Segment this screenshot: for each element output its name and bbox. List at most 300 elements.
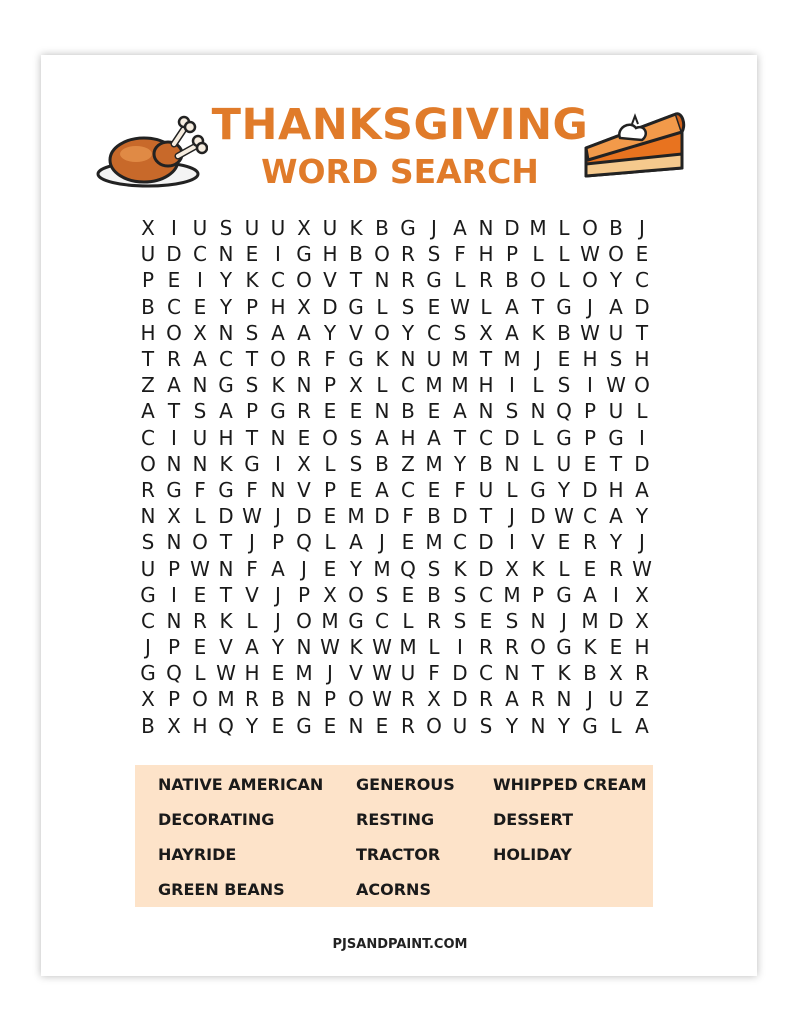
grid-letter: J: [431, 216, 437, 241]
word-item: RESTING: [356, 810, 435, 829]
grid-row: [135, 634, 655, 660]
grid-letter: O: [582, 268, 598, 293]
grid-letter: D: [478, 530, 494, 555]
grid-letter: W: [580, 242, 600, 267]
grid-letter: X: [349, 373, 363, 398]
grid-letter: N: [218, 320, 234, 345]
grid-letter: Q: [218, 713, 234, 738]
grid-letter: Y: [219, 294, 233, 319]
grid-letter: M: [347, 504, 365, 529]
grid-row: [135, 451, 655, 477]
grid-letter: J: [275, 582, 281, 607]
grid-letter: M: [399, 635, 417, 660]
grid-letter: U: [270, 216, 286, 241]
grid-letter: E: [323, 399, 337, 424]
grid-letter: N: [192, 451, 208, 476]
grid-letter: U: [192, 425, 208, 450]
grid-letter: P: [323, 687, 337, 712]
grid-letter: E: [557, 530, 571, 555]
grid-letter: Z: [141, 373, 155, 398]
grid-letter: E: [167, 268, 181, 293]
grid-letter: N: [530, 713, 546, 738]
grid-letter: A: [349, 530, 363, 555]
grid-letter: A: [609, 294, 623, 319]
grid-letter: C: [583, 504, 597, 529]
grid-letter: U: [452, 713, 468, 738]
grid-letter: L: [558, 268, 570, 293]
grid-letter: A: [635, 477, 649, 502]
grid-letter: K: [219, 608, 233, 633]
grid-letter: O: [530, 268, 546, 293]
grid-letter: E: [427, 399, 441, 424]
grid-letter: R: [427, 608, 441, 633]
grid-letter: K: [219, 451, 233, 476]
grid-letter: G: [400, 216, 416, 241]
grid-letter: N: [348, 713, 364, 738]
grid-letter: H: [400, 425, 416, 450]
grid-letter: T: [219, 530, 233, 555]
grid-letter: A: [141, 399, 155, 424]
grid-letter: M: [581, 608, 599, 633]
grid-letter: P: [583, 399, 597, 424]
grid-letter: N: [530, 608, 546, 633]
grid-row: [135, 346, 655, 372]
word-item: GENEROUS: [356, 775, 455, 794]
grid-letter: W: [606, 373, 626, 398]
grid-letter: F: [246, 556, 258, 581]
grid-letter: Y: [609, 530, 623, 555]
grid-letter: K: [531, 320, 545, 345]
grid-letter: G: [244, 451, 260, 476]
grid-letter: H: [582, 347, 598, 372]
grid-letter: A: [271, 556, 285, 581]
grid-letter: S: [557, 373, 571, 398]
grid-letter: J: [145, 635, 151, 660]
grid-letter: D: [608, 608, 624, 633]
grid-letter: M: [425, 451, 443, 476]
grid-letter: U: [608, 320, 624, 345]
grid-letter: E: [323, 556, 337, 581]
grid-letter: H: [270, 294, 286, 319]
grid-letter: J: [587, 294, 593, 319]
grid-letter: V: [297, 477, 311, 502]
grid-letter: O: [192, 530, 208, 555]
grid-letter: H: [478, 242, 494, 267]
grid-letter: S: [141, 530, 155, 555]
grid-letter: X: [635, 582, 649, 607]
grid-letter: R: [479, 268, 493, 293]
grid-letter: L: [194, 661, 206, 686]
grid-letter: R: [245, 687, 259, 712]
grid-letter: P: [245, 294, 259, 319]
grid-letter: C: [401, 373, 415, 398]
grid-letter: D: [504, 216, 520, 241]
grid-letter: Q: [166, 661, 182, 686]
grid-letter: D: [374, 504, 390, 529]
grid-letter: N: [218, 556, 234, 581]
grid-letter: N: [504, 661, 520, 686]
grid-letter: J: [275, 608, 281, 633]
grid-letter: G: [530, 477, 546, 502]
grid-letter: N: [530, 399, 546, 424]
grid-letter: C: [375, 608, 389, 633]
grid-letter: A: [505, 687, 519, 712]
grid-letter: N: [166, 530, 182, 555]
grid-letter: B: [427, 504, 441, 529]
grid-letter: P: [323, 373, 337, 398]
grid-letter: A: [167, 373, 181, 398]
grid-letter: X: [505, 556, 519, 581]
grid-letter: G: [296, 242, 312, 267]
grid-letter: N: [478, 399, 494, 424]
grid-letter: A: [453, 216, 467, 241]
grid-letter: L: [532, 242, 544, 267]
grid-letter: U: [426, 347, 442, 372]
grid-letter: M: [373, 556, 391, 581]
grid-letter: M: [503, 347, 521, 372]
grid-letter: D: [218, 504, 234, 529]
grid-letter: B: [583, 661, 597, 686]
grid-letter: A: [375, 425, 389, 450]
grid-letter: G: [166, 477, 182, 502]
grid-letter: L: [480, 294, 492, 319]
grid-letter: W: [372, 687, 392, 712]
grid-letter: N: [478, 216, 494, 241]
grid-letter: S: [453, 320, 467, 345]
grid-letter: G: [556, 425, 572, 450]
grid-letter: W: [450, 294, 470, 319]
grid-letter: G: [218, 373, 234, 398]
grid-letter: E: [583, 451, 597, 476]
grid-letter: G: [218, 477, 234, 502]
grid-letter: T: [219, 582, 233, 607]
grid-letter: G: [348, 294, 364, 319]
grid-letter: V: [219, 635, 233, 660]
grid-letter: O: [296, 608, 312, 633]
letter-grid: [135, 215, 655, 739]
grid-letter: R: [193, 608, 207, 633]
grid-letter: X: [297, 216, 311, 241]
grid-letter: N: [270, 477, 286, 502]
grid-letter: S: [505, 399, 519, 424]
grid-letter: R: [401, 713, 415, 738]
grid-letter: J: [639, 216, 645, 241]
grid-letter: B: [349, 242, 363, 267]
grid-letter: T: [141, 347, 155, 372]
grid-letter: L: [246, 608, 258, 633]
grid-letter: Q: [296, 530, 312, 555]
grid-letter: I: [639, 425, 645, 450]
grid-letter: D: [296, 504, 312, 529]
grid-letter: L: [376, 294, 388, 319]
grid-letter: A: [427, 425, 441, 450]
grid-letter: D: [478, 556, 494, 581]
grid-letter: P: [245, 399, 259, 424]
grid-letter: L: [532, 373, 544, 398]
grid-letter: E: [401, 530, 415, 555]
grid-letter: E: [401, 582, 415, 607]
grid-letter: S: [453, 608, 467, 633]
grid-row: [135, 555, 655, 581]
grid-letter: S: [505, 608, 519, 633]
grid-letter: S: [427, 556, 441, 581]
grid-letter: P: [505, 242, 519, 267]
grid-letter: V: [531, 530, 545, 555]
grid-letter: W: [372, 661, 392, 686]
grid-letter: Q: [556, 399, 572, 424]
grid-letter: A: [245, 635, 259, 660]
grid-letter: Y: [271, 635, 285, 660]
grid-letter: W: [320, 635, 340, 660]
word-item: DECORATING: [158, 810, 275, 829]
grid-letter: K: [245, 268, 259, 293]
grid-letter: N: [166, 608, 182, 633]
grid-row: [135, 241, 655, 267]
word-list-box: [135, 765, 653, 907]
grid-letter: J: [561, 608, 567, 633]
grid-letter: P: [531, 582, 545, 607]
grid-letter: C: [219, 347, 233, 372]
word-item: TRACTOR: [356, 845, 441, 864]
grid-letter: E: [323, 504, 337, 529]
grid-letter: H: [608, 477, 624, 502]
grid-letter: R: [609, 556, 623, 581]
grid-row: [135, 267, 655, 293]
grid-letter: L: [636, 399, 648, 424]
grid-letter: O: [140, 451, 156, 476]
grid-letter: L: [506, 477, 518, 502]
grid-letter: I: [613, 582, 619, 607]
word-item: DESSERT: [493, 810, 573, 829]
grid-letter: C: [479, 582, 493, 607]
grid-letter: R: [401, 242, 415, 267]
grid-letter: E: [583, 556, 597, 581]
grid-letter: R: [141, 477, 155, 502]
grid-letter: S: [375, 582, 389, 607]
grid-letter: G: [608, 425, 624, 450]
grid-letter: T: [479, 347, 493, 372]
grid-letter: S: [349, 425, 363, 450]
grid-letter: E: [375, 713, 389, 738]
grid-letter: W: [580, 320, 600, 345]
grid-letter: K: [271, 373, 285, 398]
grid-letter: O: [322, 425, 338, 450]
grid-letter: J: [301, 556, 307, 581]
grid-letter: E: [427, 294, 441, 319]
grid-letter: F: [324, 347, 336, 372]
grid-letter: G: [426, 268, 442, 293]
grid-letter: O: [192, 687, 208, 712]
grid-letter: R: [505, 635, 519, 660]
grid-letter: J: [275, 504, 281, 529]
grid-letter: S: [401, 294, 415, 319]
grid-letter: L: [324, 530, 336, 555]
grid-letter: M: [295, 661, 313, 686]
grid-letter: D: [322, 294, 338, 319]
grid-letter: N: [374, 268, 390, 293]
grid-letter: M: [425, 373, 443, 398]
grid-letter: A: [271, 320, 285, 345]
grid-letter: R: [479, 635, 493, 660]
grid-letter: Y: [609, 268, 623, 293]
grid-letter: V: [245, 582, 259, 607]
grid-letter: C: [479, 425, 493, 450]
grid-letter: S: [453, 582, 467, 607]
grid-letter: N: [504, 451, 520, 476]
grid-letter: Y: [557, 713, 571, 738]
grid-letter: Z: [635, 687, 649, 712]
grid-letter: Y: [349, 556, 363, 581]
grid-letter: J: [587, 687, 593, 712]
grid-letter: L: [532, 425, 544, 450]
grid-letter: L: [376, 373, 388, 398]
grid-letter: C: [479, 661, 493, 686]
grid-letter: Z: [401, 451, 415, 476]
grid-letter: O: [374, 242, 390, 267]
grid-letter: O: [166, 320, 182, 345]
grid-letter: N: [400, 347, 416, 372]
grid-letter: N: [374, 399, 390, 424]
grid-letter: B: [375, 451, 389, 476]
grid-letter: N: [296, 635, 312, 660]
grid-letter: Y: [401, 320, 415, 345]
grid-letter: F: [454, 477, 466, 502]
grid-letter: P: [323, 477, 337, 502]
grid-letter: T: [479, 504, 493, 529]
grid-letter: G: [582, 713, 598, 738]
grid-letter: H: [218, 425, 234, 450]
grid-row: [135, 372, 655, 398]
grid-letter: O: [348, 687, 364, 712]
grid-row: [135, 529, 655, 555]
grid-letter: G: [270, 399, 286, 424]
grid-letter: C: [453, 530, 467, 555]
grid-letter: O: [608, 242, 624, 267]
grid-letter: S: [479, 713, 493, 738]
grid-letter: G: [556, 294, 572, 319]
grid-letter: T: [531, 661, 545, 686]
grid-letter: H: [634, 347, 650, 372]
grid-letter: L: [402, 608, 414, 633]
grid-letter: K: [531, 556, 545, 581]
grid-letter: M: [503, 582, 521, 607]
grid-letter: K: [583, 635, 597, 660]
grid-letter: A: [193, 347, 207, 372]
grid-letter: T: [349, 268, 363, 293]
grid-letter: S: [219, 216, 233, 241]
grid-letter: H: [192, 713, 208, 738]
grid-row: [135, 660, 655, 686]
grid-letter: K: [557, 661, 571, 686]
grid-letter: P: [167, 687, 181, 712]
grid-letter: G: [556, 582, 572, 607]
title-thanksgiving: THANKSGIVING: [211, 100, 589, 150]
grid-letter: U: [400, 661, 416, 686]
grid-letter: E: [245, 242, 259, 267]
grid-letter: C: [635, 268, 649, 293]
grid-letter: A: [609, 504, 623, 529]
grid-letter: L: [610, 713, 622, 738]
grid-letter: U: [140, 556, 156, 581]
grid-letter: V: [323, 268, 337, 293]
grid-letter: N: [556, 687, 572, 712]
grid-letter: B: [141, 713, 155, 738]
grid-letter: H: [322, 242, 338, 267]
grid-letter: F: [246, 477, 258, 502]
grid-letter: F: [194, 477, 206, 502]
grid-letter: R: [297, 347, 311, 372]
grid-letter: D: [504, 425, 520, 450]
grid-letter: B: [427, 582, 441, 607]
word-item: HOLIDAY: [493, 845, 572, 864]
grid-letter: U: [556, 451, 572, 476]
word-item: GREEN BEANS: [158, 880, 285, 899]
grid-letter: J: [327, 661, 333, 686]
grid-row: [135, 320, 655, 346]
grid-letter: C: [401, 477, 415, 502]
grid-letter: R: [635, 661, 649, 686]
grid-letter: M: [425, 530, 443, 555]
grid-letter: E: [193, 635, 207, 660]
grid-letter: A: [375, 477, 389, 502]
grid-letter: E: [297, 425, 311, 450]
grid-letter: R: [401, 687, 415, 712]
grid-letter: U: [192, 216, 208, 241]
footer-site: PJSANDPAINT.COM: [332, 937, 468, 952]
grid-letter: X: [141, 687, 155, 712]
grid-letter: U: [322, 216, 338, 241]
grid-letter: Y: [323, 320, 337, 345]
grid-letter: E: [479, 608, 493, 633]
grid-letter: J: [509, 504, 515, 529]
grid-letter: I: [171, 216, 177, 241]
grid-row: [135, 215, 655, 241]
grid-letter: L: [558, 242, 570, 267]
grid-letter: D: [634, 451, 650, 476]
grid-letter: F: [402, 504, 414, 529]
grid-letter: I: [587, 373, 593, 398]
grid-letter: R: [401, 268, 415, 293]
title-word-search: WORD SEARCH: [261, 152, 539, 191]
grid-letter: U: [478, 477, 494, 502]
grid-letter: T: [531, 294, 545, 319]
grid-letter: E: [193, 294, 207, 319]
grid-letter: S: [193, 399, 207, 424]
grid-letter: E: [271, 713, 285, 738]
grid-letter: X: [297, 451, 311, 476]
grid-letter: U: [608, 687, 624, 712]
grid-letter: W: [554, 504, 574, 529]
grid-letter: C: [141, 608, 155, 633]
grid-letter: H: [478, 373, 494, 398]
grid-letter: U: [140, 242, 156, 267]
word-item: NATIVE AMERICAN: [158, 775, 324, 794]
grid-letter: O: [296, 268, 312, 293]
grid-letter: Y: [245, 713, 259, 738]
grid-letter: G: [348, 608, 364, 633]
grid-letter: T: [245, 347, 259, 372]
grid-letter: C: [193, 242, 207, 267]
grid-letter: S: [609, 347, 623, 372]
grid-letter: A: [583, 582, 597, 607]
grid-letter: L: [532, 451, 544, 476]
grid-letter: E: [271, 661, 285, 686]
grid-letter: L: [428, 635, 440, 660]
word-item: ACORNS: [356, 880, 431, 899]
grid-letter: T: [167, 399, 181, 424]
grid-row: [135, 294, 655, 320]
grid-letter: G: [296, 713, 312, 738]
